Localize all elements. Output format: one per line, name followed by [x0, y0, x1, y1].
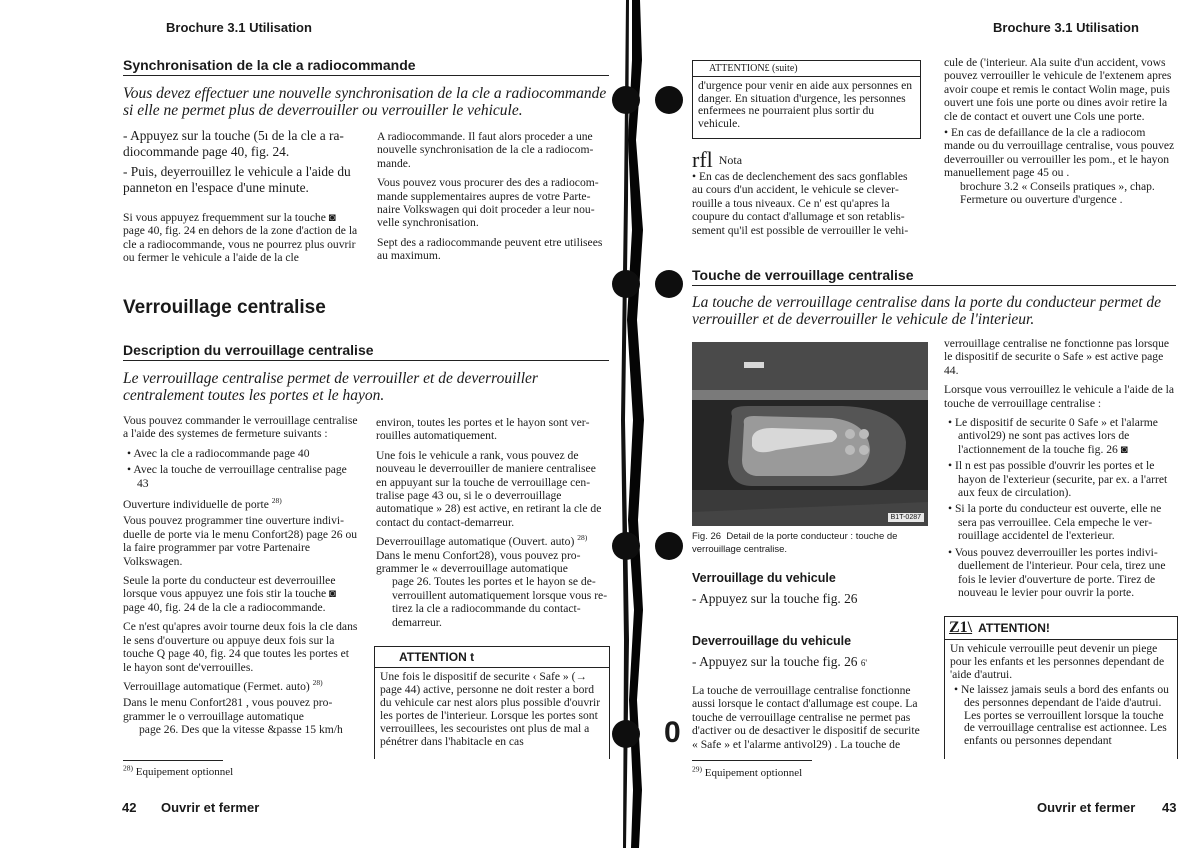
touche-paragraph: La touche de verrouillage centralise fonctionne aussi lorsque le contact d'allumage est coupe. La touche de verrouillage centralise ne permet pas d'activer ou de desactiver le dispositif de securite « Safe » et l'alarme antivol29) . La touche de: [692, 684, 920, 751]
footnote-ref: 28): [312, 678, 323, 688]
footnote-text: Equipement optionnel: [704, 767, 803, 779]
margin-letter: 0: [664, 716, 681, 749]
footer-title-right: Ouvrir et fermer: [1037, 800, 1136, 815]
footnote-rule: [692, 760, 812, 761]
footnote-mark: 29): [692, 764, 702, 774]
figure-number: Fig. 26: [692, 531, 722, 542]
left-running-header: Brochure 3.1 Utilisation: [166, 20, 312, 35]
page-number-right: 43: [1162, 800, 1177, 815]
subheading-verrouillage-vehicule: Verrouillage du vehicule: [692, 571, 836, 585]
warning-icon: Z1\: [949, 619, 973, 636]
binding-hole: [612, 720, 640, 748]
footer-title-left: Ouvrir et fermer: [161, 800, 260, 815]
binding-hole: [655, 532, 683, 560]
paragraph: Vous pouvez commander le verrouillage centralise a l'aide des systemes de fermeture suivants :: [123, 414, 358, 441]
lead-description: Le verrouillage centralise permet de verrouiller et de deverrouiller centralement toutes les portes et le hayon.: [123, 370, 538, 404]
list-item: • Vous pouvez deverrouiller les portes individuellement de l'interieur. Pour cela, tirez une fois le levier d'ouverture de porte. Tirez de nouveau le levier pour ouvrir la porte.: [948, 545, 1166, 599]
paragraph: Vous pouvez programmer tine ouverture individuelle de porte via le menu Confort28) page 26 ou la faire programmer par votre Partenaire Volkswagen.: [123, 514, 358, 568]
attention-box-left: [374, 646, 610, 759]
figure-door-photo: [692, 342, 928, 526]
binding-shadow: [596, 0, 670, 848]
figure-caption-text: Detail de la porte conducteur : touche de verrouillage centralise.: [692, 531, 898, 555]
attention-continued-title: ATTENTION£ (suite): [693, 61, 920, 77]
list-item: • Avec la touche de verrouillage centralise page 43: [127, 463, 347, 490]
paragraph: A radiocommande. Il faut alors proceder a une nouvelle synchronisation de la cle a radiocommande.: [377, 130, 594, 170]
paragraph: brochure 3.2 « Conseils pratiques », chap. Fermeture ou ouverture d'urgence .: [960, 179, 1155, 207]
attention-title: ATTENTION!: [978, 621, 1050, 635]
attention-text: Un vehicule verrouille peut devenir un piege pour les enfants et les personnes dependant de 'aide d'autrui.: [950, 642, 1165, 681]
list-item: • Avec la cle a radiocommande page 40: [127, 446, 310, 460]
sync-step-2: - Puis, deyerrouillez le vehicule a l'aide du panneton en l'espace d'une minute.: [123, 164, 351, 195]
note-text: • En cas de declenchement des sacs gonflables au cours d'un accident, le vehicule se cleverrouille a tous niveaux. Ce n' est qu'apres la coupure du contact d'allumage et son retablissement qu'il est possible de verrouiller le vehi-: [692, 170, 909, 237]
label: Deverrouillage automatique (Ouvert. auto): [376, 535, 575, 549]
attention-header: [945, 617, 1177, 640]
paragraph: page 26. Des que la vitesse &passe 15 km/h: [139, 723, 343, 737]
binding-hole: [655, 86, 683, 114]
footnote-text: Equipement optionnel: [135, 766, 234, 778]
attention-title: ATTENTION t: [375, 647, 609, 668]
chapter-title-verrouillage: Verrouillage centralise: [123, 297, 326, 318]
unlock-step-text: - Appuyez sur la touche fig. 26: [692, 654, 858, 669]
paragraph: environ, toutes les portes et le hayon sont verrouilles automatiquement.: [376, 416, 590, 443]
description-col1: [123, 414, 358, 743]
page-number-left: 42: [122, 800, 137, 815]
paragraph: Une fois le vehicule a rank, vous pouvez de nouveau le deverrouiller de maniere centralisee en appuyant sur la touche de verrouillage centralise page 43 ou, si le o deverrouillage automatique » 28) est active, en retirant la cle de contact du contact-demarreur.: [376, 448, 602, 529]
heading-ouverture-individuelle: [123, 498, 358, 511]
section-title-synchronisation: Synchronisation de la cle a radiocommande: [123, 57, 609, 76]
attention-box-continued: [692, 60, 921, 139]
lock-step: - Appuyez sur la touche fig. 26: [692, 591, 858, 606]
paragraph: Dans le menu Confort28), vous pouvez programmer le « deverrouillage automatique: [376, 548, 581, 576]
footnote-left: [123, 763, 234, 778]
binding-hole: [612, 86, 640, 114]
paragraph: Seule la porte du conducteur est deverrouillee lorsque vous appuyez une fois stir la touche ◙ page 40, fig. 24 de la cle a radiocommande.: [123, 574, 337, 614]
footnote-right: [692, 764, 803, 779]
attention-text: Une fois le dispositif de securite ‹ Safe » (→ page 44) active, personne ne doit rester a bord du vehicule car nest alors plus possible d'ouvrir les portes de l'interieur. Lorsque les portes sont verrouillees, les secouristes ont plus de mal a pénétrer dans l'habitacle en cas: [380, 670, 601, 748]
paragraph: Ce n'est qu'apres avoir tourne deux fois la cle dans le sens d'ouverture ou appuye deux fois sur la touche Q page 40, fig. 24 que toutes les portes et le hayon sont de'verrouilles.: [123, 620, 358, 674]
list-item: • Le dispositif de securite 0 Safe » et l'alarme antivol29) ne sont pas actives lors de l'actionnement de la touche fig. 26 ◙: [948, 416, 1158, 456]
section-title-touche: Touche de verrouillage centralise: [692, 267, 1176, 286]
attention-continued-text: d'urgence pour venir en aide aux personnes en danger. En situation d'urgence, les personnes enfermees ne pourraient plus sortir du vehicule.: [698, 79, 913, 130]
binding-hole: [655, 270, 683, 298]
lead-synchronisation: Vous devez effectuer une nouvelle synchronisation de la cle a radiocommande si elle ne permet plus de deverrouiller ou verrouiller le vehicule.: [123, 85, 607, 119]
list-item: • Si la porte du conducteur est ouverte, elle ne sera pas verrouillee. Cela empeche le verrouillage accidentel de l'exterieur.: [948, 502, 1162, 543]
description-col2: [376, 416, 608, 635]
door-detail-illustration: [692, 342, 928, 526]
footnote-mark: 28): [123, 763, 133, 773]
footnote-rule: [123, 760, 223, 761]
binding-hole: [612, 532, 640, 560]
paragraph: page 26. Toutes les portes et le hayon se deverrouillent automatiquement lorsque vous retirez la cle a radiocommande du contact-demarreur.: [392, 575, 608, 629]
subheading-deverrouillage-vehicule: Deverrouillage du vehicule: [692, 634, 852, 648]
footnote-ref: 28): [271, 496, 282, 506]
label: Verrouillage automatique (Fermet. auto): [123, 679, 310, 693]
attention-bullet: • Ne laissez jamais seuls a bord des enfants ou des personnes dependant de l'aide d'autrui. Les portes se verrouillent lorsque la touche de verrouillage centralise est actionnee. Les enfants ou personnes dependant: [954, 682, 1169, 748]
heading-deverrouillage-automatique: [376, 535, 608, 548]
lead-touche: La touche de verrouillage centralise dans la porte du conducteur permet de verrouiller et de deverrouiller le vehicule de l'interieur.: [692, 294, 1162, 328]
note-label: Nota: [718, 152, 743, 167]
right-col2-main: [944, 337, 1177, 602]
footnote-ref: 28): [577, 533, 588, 543]
sync-step-1: - Appuyez sur la touche (5ı de la cle a radiocommande page 40, fig. 24.: [123, 128, 344, 159]
sync-warning-text: Si vous appuyez frequemment sur la touche ◙ page 40, fig. 24 en dehors de la zone d'action de la cle a radiocommande, vous ne pourrez plus ouvrir ou fermer le vehicule a l'aide de la cle: [123, 211, 358, 265]
unlock-step-mark: 6': [860, 658, 867, 668]
binding-hole: [612, 270, 640, 298]
paragraph: verrouillage centralise ne fonctionne pas lorsque le dispositif de securite o Safe » est active page 44.: [944, 337, 1170, 377]
label: Ouverture individuelle de porte: [123, 498, 269, 512]
note-icon: rfl: [692, 147, 713, 172]
paragraph: cule de ('interieur. Ala suite d'un accident, vows pouvez verrouiller le vehicule de l'extenem apres avoir coupe et remis le contact Wolin mage, puis ouvert une fois une porte ou dines avoir retire la cle de contact et ouvert une Cols une porte.: [944, 56, 1172, 123]
sync-col2: [377, 130, 607, 269]
sync-steps: [123, 128, 360, 196]
heading-verrouillage-automatique: [123, 680, 358, 693]
figure-caption: [692, 530, 928, 556]
attention-box-right: [944, 616, 1178, 759]
right-running-header: Brochure 3.1 Utilisation: [993, 20, 1139, 35]
unlock-step: [692, 654, 867, 671]
paragraph: Sept des a radiocommande peuvent etre utilisees au maximum.: [377, 235, 603, 263]
paragraph: • En cas de defaillance de la cle a radiocom mande ou du verrouillage centralise, vous pouvez deverrouiller ou verrouiller les pom., et le hayon manuellement page 45 ou .: [944, 126, 1175, 180]
list-item: • Il n est pas possible d'ouvrir les portes et le hayon de l'exterieur (securite, par ex. a l'arret aux feux de circulation).: [948, 459, 1168, 500]
paragraph: Dans le menu Confort281 , vous pouvez programmer le o verrouillage automatique: [123, 696, 333, 723]
paragraph: Lorsque vous verrouillez le vehicule a l'aide de la touche de verrouillage centralise :: [944, 383, 1175, 410]
figure-code: B1T-0287: [888, 513, 924, 522]
right-col2-top: [944, 56, 1176, 212]
subsection-title-description: Description du verrouillage centralise: [123, 342, 609, 361]
paragraph: Vous pouvez vous procurer des des a radiocommande supplementaires aupres de votre Partenaire Volkswagen qui doit proceder a leur nouvelle synchronisation.: [377, 176, 599, 230]
attention-body: [945, 640, 1177, 754]
